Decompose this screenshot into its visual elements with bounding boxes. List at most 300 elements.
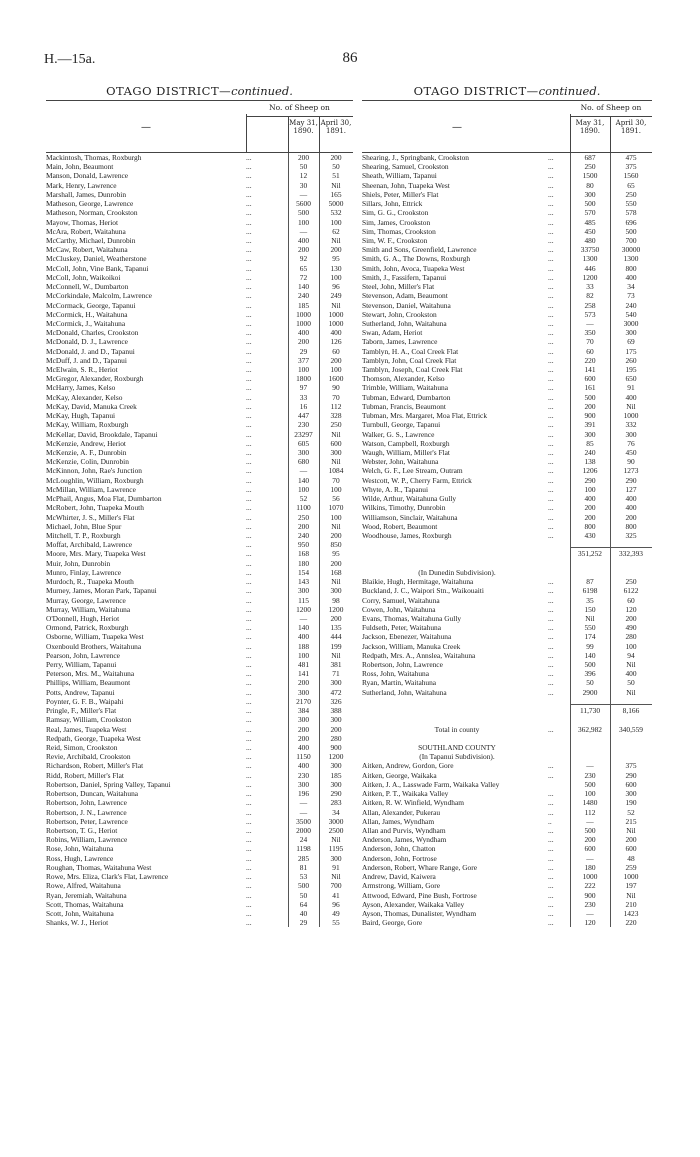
sheep-1890: 141 bbox=[297, 669, 310, 679]
table-row bbox=[362, 282, 652, 291]
sheep-1890: 138 bbox=[584, 457, 596, 467]
leader-dots: ... bbox=[548, 577, 554, 587]
leader-dots: ... bbox=[548, 918, 554, 928]
table-row bbox=[362, 688, 652, 697]
sheep-1890: 140 bbox=[297, 475, 310, 485]
table-row bbox=[362, 632, 652, 641]
sheep-1891: 900 bbox=[330, 743, 342, 752]
table-row bbox=[46, 725, 353, 734]
entry-name: McKay, William, Roxburgh bbox=[46, 420, 129, 430]
sheep-1890: — bbox=[299, 798, 308, 808]
sheep-1891: 700 bbox=[330, 881, 342, 891]
leader-dots: ... bbox=[548, 660, 554, 670]
sheep-1890: 1500 bbox=[582, 171, 598, 181]
table-row bbox=[46, 715, 353, 724]
entry-name: Shiels, Peter, Miller's Flat bbox=[362, 189, 439, 199]
sheep-1890: 600 bbox=[584, 374, 596, 384]
leader-dots: ... bbox=[548, 475, 554, 485]
sheep-1890: 500 bbox=[297, 881, 310, 891]
sheep-1890: 222 bbox=[584, 881, 596, 891]
leader-dots: ... bbox=[246, 420, 252, 430]
sheep-1891: 100 bbox=[330, 484, 342, 494]
entry-name: Swan, Adam, Heriot bbox=[362, 328, 423, 338]
left-column-title: OTAGO DISTRICT—continued. bbox=[106, 84, 293, 98]
sheep-1890: 100 bbox=[584, 789, 596, 799]
table-row bbox=[46, 642, 353, 651]
sheep-1891: 200 bbox=[625, 613, 637, 623]
sheep-1891: 94 bbox=[627, 650, 635, 660]
leader-dots: ... bbox=[246, 189, 252, 199]
table-row bbox=[362, 273, 652, 282]
table-row bbox=[46, 328, 353, 337]
sheep-1890: 30 bbox=[299, 180, 308, 190]
right-column bbox=[362, 84, 652, 927]
sheep-1890: 1150 bbox=[296, 752, 311, 762]
sheep-1890: 300 bbox=[297, 715, 310, 725]
sheep-1890: 485 bbox=[584, 217, 596, 227]
sheep-1891: 1200 bbox=[328, 604, 344, 614]
sheep-1890: 450 bbox=[584, 226, 596, 236]
sheep-1890: 950 bbox=[297, 540, 310, 550]
sheep-1890: 377 bbox=[297, 355, 310, 365]
sheep-1890: 161 bbox=[584, 383, 596, 393]
sheep-1891: 250 bbox=[625, 577, 637, 587]
sheep-1891: 1200 bbox=[328, 752, 344, 762]
sheep-1891: 52 bbox=[627, 807, 635, 817]
entry-name: Potts, Andrew, Tapanui bbox=[46, 687, 115, 697]
sheep-1890: 100 bbox=[297, 484, 310, 494]
leader-dots: ... bbox=[246, 401, 252, 411]
entry-name: Rose, John, Waitahuna bbox=[46, 844, 114, 854]
sheep-1890: 1000 bbox=[296, 309, 311, 319]
entry-name: Taborn, James, Lawrence bbox=[362, 337, 438, 347]
table-row bbox=[362, 199, 652, 208]
leader-dots: ... bbox=[548, 346, 554, 356]
table-row bbox=[362, 734, 652, 743]
sheep-1890: 300 bbox=[584, 429, 596, 439]
sheep-1891: Nil bbox=[626, 890, 636, 900]
sheep-1891: 91 bbox=[332, 862, 340, 872]
entry-name: Trimble, William, Waitahuna bbox=[362, 383, 449, 393]
sheep-1890: 100 bbox=[297, 365, 310, 375]
entry-name: Stevenson, Daniel, Waitahuna bbox=[362, 300, 451, 310]
leader-dots: ... bbox=[548, 365, 554, 375]
sheep-1890: 900 bbox=[584, 890, 596, 900]
table-row bbox=[46, 227, 353, 236]
sheep-1890: 800 bbox=[584, 521, 596, 531]
sheep-1891: 800 bbox=[625, 521, 637, 531]
leader-dots: ... bbox=[246, 816, 252, 826]
entry-name: Ross, John, Waitahuna bbox=[362, 669, 430, 679]
sheep-1891: 472 bbox=[330, 687, 342, 697]
entry-name: Aitken, J. A., Lasswade Farm, Waikaka Valley bbox=[362, 779, 500, 789]
entry-name: McCormick, H., Waitahuna bbox=[46, 309, 128, 319]
entry-name: Scott, John, Waitahuna bbox=[46, 908, 114, 918]
sheep-1891: 200 bbox=[625, 835, 637, 845]
table-row bbox=[46, 780, 353, 789]
entry-name: Moore, Mrs. Mary, Tuapeka West bbox=[46, 549, 146, 559]
sheep-1891: 300 bbox=[330, 586, 342, 596]
table-row bbox=[362, 605, 652, 614]
entry-name: Sim, W. F., Crookston bbox=[362, 235, 428, 245]
sheep-1891: Nil bbox=[331, 577, 341, 587]
leader-dots: ... bbox=[246, 918, 252, 928]
leader-dots: ... bbox=[246, 328, 252, 338]
leader-dots: ... bbox=[246, 521, 252, 531]
sheep-1891: 56 bbox=[332, 494, 340, 504]
leader-dots: ... bbox=[548, 355, 554, 365]
sheep-1891: 400 bbox=[625, 494, 637, 504]
sheep-1891: 130 bbox=[330, 263, 342, 273]
leader-dots: ... bbox=[548, 650, 554, 660]
entry-name: Ayson, Thomas, Dunalister, Wyndham bbox=[362, 908, 477, 918]
table-row bbox=[46, 688, 353, 697]
leader-dots: ... bbox=[246, 807, 252, 817]
table-row bbox=[46, 623, 353, 632]
table-row bbox=[362, 365, 652, 374]
leader-dots: ... bbox=[246, 337, 252, 347]
sheep-1891: 2500 bbox=[328, 825, 344, 835]
entry-name: Turnbull, George, Tapanui bbox=[362, 420, 441, 430]
sheep-1891: 50 bbox=[627, 678, 635, 688]
entry-name: Rowe, Alfred, Waitahuna bbox=[46, 881, 121, 891]
entry-name: (In Dunedin Subdivision). bbox=[418, 567, 496, 577]
table-row bbox=[362, 614, 652, 623]
sheep-1890: 52 bbox=[299, 494, 308, 504]
leader-dots: ... bbox=[548, 328, 554, 338]
entry-name: Shearing, Samuel, Crookston bbox=[362, 162, 449, 172]
entry-name: McKenzie, A. F., Dunrobin bbox=[46, 448, 127, 457]
leader-dots: ... bbox=[246, 761, 252, 771]
leader-dots: ... bbox=[548, 881, 554, 891]
entry-name: McPhail, Angus, Moa Flat, Dumbarton bbox=[46, 494, 162, 504]
entry-name: Westcott, W. P., Cherry Farm, Ettrick bbox=[362, 475, 472, 485]
leader-dots: ... bbox=[548, 604, 554, 614]
sheep-1891: 200 bbox=[330, 724, 342, 734]
table-row bbox=[362, 596, 652, 605]
table-row bbox=[46, 466, 353, 475]
leader-dots: ... bbox=[246, 282, 252, 292]
table-row bbox=[362, 310, 652, 319]
table-row bbox=[46, 531, 353, 540]
sheep-1891: Nil bbox=[331, 457, 341, 467]
date-1890-heading: May 31, 1890. bbox=[575, 119, 605, 135]
sheep-1890: 240 bbox=[297, 530, 310, 540]
leader-dots: ... bbox=[246, 374, 252, 384]
table-row bbox=[46, 789, 353, 798]
sheep-1891: 850 bbox=[330, 540, 342, 550]
report-reference: H.—15a. bbox=[44, 52, 96, 67]
entry-name: Wood, Robert, Beaumont bbox=[362, 521, 438, 531]
sheep-1891: 73 bbox=[627, 291, 635, 301]
sheep-1890: 240 bbox=[584, 448, 596, 457]
leader-dots: ... bbox=[246, 641, 252, 651]
table-row bbox=[362, 715, 652, 724]
table-row bbox=[46, 208, 353, 217]
leader-dots: ... bbox=[548, 807, 554, 817]
leader-dots: ... bbox=[246, 448, 252, 457]
leader-dots: ... bbox=[548, 494, 554, 504]
table-row bbox=[46, 881, 353, 890]
date-1891-heading: April 30, 1891. bbox=[320, 119, 352, 135]
table-row bbox=[362, 531, 652, 540]
sheep-1890: 258 bbox=[584, 300, 596, 310]
entry-name: Sim, G. G., Crookston bbox=[362, 208, 429, 218]
sheep-1891: 175 bbox=[625, 346, 637, 356]
table-row bbox=[46, 596, 353, 605]
entry-name: Armstrong, William, Gore bbox=[362, 881, 440, 891]
leader-dots: ... bbox=[246, 392, 252, 402]
leader-dots: ... bbox=[246, 770, 252, 780]
table-row bbox=[362, 227, 652, 236]
sheep-1890: 87 bbox=[586, 577, 594, 587]
leader-dots: ... bbox=[246, 706, 252, 716]
leader-dots: ... bbox=[246, 908, 252, 918]
table-row bbox=[46, 808, 353, 817]
sheep-1891: 34 bbox=[627, 282, 635, 292]
leader-dots: ... bbox=[246, 660, 252, 670]
table-row bbox=[46, 393, 353, 402]
sheep-1891: 60 bbox=[332, 346, 340, 356]
leader-dots: ... bbox=[548, 899, 554, 909]
leader-dots: ... bbox=[246, 687, 252, 697]
table-row bbox=[46, 365, 353, 374]
leader-dots: ... bbox=[548, 530, 554, 540]
table-row bbox=[362, 881, 652, 890]
table-row bbox=[362, 798, 652, 807]
entry-name: McCarthy, Michael, Dunrobin bbox=[46, 235, 136, 245]
sheep-1890: 120 bbox=[584, 918, 596, 928]
leader-dots: ... bbox=[246, 272, 252, 282]
sheep-1891: 300 bbox=[330, 448, 342, 457]
sheep-1891: 70 bbox=[332, 392, 340, 402]
sheep-1891: 400 bbox=[625, 669, 637, 679]
sheep-1890: 3500 bbox=[296, 816, 311, 826]
leader-dots: ... bbox=[548, 595, 554, 605]
table-row bbox=[46, 651, 353, 660]
leader-dots: ... bbox=[246, 899, 252, 909]
table-row bbox=[362, 420, 652, 429]
table-row bbox=[46, 909, 353, 918]
entry-name: O'Donnell, Hugh, Heriot bbox=[46, 613, 120, 623]
entry-name: Sutherland, John, Waitahuna bbox=[362, 318, 447, 328]
sheep-1890: — bbox=[586, 816, 594, 826]
sheep-1891: 200 bbox=[330, 530, 342, 540]
sheep-1890: 480 bbox=[584, 235, 596, 245]
sheep-1891: 1000 bbox=[623, 872, 639, 882]
sheep-1890: 16 bbox=[299, 401, 308, 411]
leader-dots: ... bbox=[548, 217, 554, 227]
sheep-1890: 29 bbox=[299, 346, 308, 356]
sheep-1891: 600 bbox=[625, 779, 637, 789]
sheep-1891: 1600 bbox=[328, 374, 344, 384]
leader-dots: ... bbox=[246, 355, 252, 365]
leader-dots: ... bbox=[246, 577, 252, 587]
table-row bbox=[46, 476, 353, 485]
table-row bbox=[362, 761, 652, 770]
table-row bbox=[46, 549, 353, 558]
sheep-1891: 185 bbox=[330, 770, 342, 780]
sheep-1891: 249 bbox=[330, 291, 342, 301]
sheep-1890: — bbox=[299, 807, 308, 817]
entry-name: Aitken, Andrew, Gordon, Gore bbox=[362, 761, 454, 771]
entry-name: Williamson, Sinclair, Waitahuna bbox=[362, 512, 458, 522]
leader-dots: ... bbox=[548, 678, 554, 688]
table-row bbox=[362, 891, 652, 900]
leader-dots: ... bbox=[246, 890, 252, 900]
sheep-1890: 2900 bbox=[582, 687, 598, 697]
entry-name: McConnell, W., Dumbarton bbox=[46, 282, 129, 292]
leader-dots: ... bbox=[246, 696, 252, 706]
leader-dots: ... bbox=[246, 835, 252, 845]
leader-dots: ... bbox=[548, 420, 554, 430]
leader-dots: ... bbox=[246, 411, 252, 421]
table-row bbox=[362, 577, 652, 586]
table-row bbox=[46, 577, 353, 586]
sheep-1890: 35 bbox=[586, 595, 594, 605]
sheep-1890: 33750 bbox=[580, 245, 600, 255]
sheep-1890: 200 bbox=[297, 521, 310, 531]
leader-dots: ... bbox=[548, 383, 554, 393]
leader-dots: ... bbox=[246, 724, 252, 734]
sheep-1890: 185 bbox=[297, 300, 310, 310]
sheep-1890: — bbox=[299, 189, 308, 199]
sheep-1891: 300 bbox=[330, 715, 342, 725]
leader-dots: ... bbox=[246, 779, 252, 789]
sheep-1891: 190 bbox=[625, 798, 637, 808]
table-row bbox=[46, 273, 353, 282]
sheep-1891: 5000 bbox=[328, 199, 344, 209]
sheep-1890: 1000 bbox=[296, 318, 311, 328]
table-row bbox=[46, 430, 353, 439]
sheep-1890: 300 bbox=[297, 586, 310, 596]
leader-dots: ... bbox=[246, 199, 252, 209]
entry-name: Wilde, Arthur, Waitahuna Gully bbox=[362, 494, 457, 504]
entry-name: Anderson, John, Fortrose bbox=[362, 853, 437, 863]
sheep-1891: 444 bbox=[330, 632, 342, 642]
entry-name: McKellar, David, Brookdale, Tapanui bbox=[46, 429, 158, 439]
sheep-1890: 85 bbox=[586, 438, 594, 448]
table-row bbox=[46, 485, 353, 494]
table-row bbox=[362, 393, 652, 402]
table-row bbox=[362, 725, 652, 734]
sheep-1890: 92 bbox=[299, 254, 308, 264]
leader-dots: ... bbox=[548, 291, 554, 301]
entry-name: McColl, John, Waikoikoi bbox=[46, 272, 121, 282]
sheep-1891: 135 bbox=[330, 623, 342, 633]
entry-name: Robins, William, Lawrence bbox=[46, 835, 128, 845]
entry-name: Wilkins, Timothy, Dunrobin bbox=[362, 503, 446, 513]
entry-name: Sutherland, John, Waitahuna bbox=[362, 687, 447, 697]
page-number: 86 bbox=[342, 50, 358, 66]
leader-dots: ... bbox=[246, 530, 252, 540]
sheep-1891: 475 bbox=[625, 153, 637, 162]
sheep-1891: 195 bbox=[625, 365, 637, 375]
table-row bbox=[362, 909, 652, 918]
table-row bbox=[362, 181, 652, 190]
sheep-1890: 573 bbox=[584, 309, 596, 319]
leader-dots: ... bbox=[246, 162, 252, 172]
table-row bbox=[46, 218, 353, 227]
sheep-1891: 300 bbox=[330, 761, 342, 771]
right-table-body bbox=[362, 153, 652, 927]
sheep-1891: 540 bbox=[625, 309, 637, 319]
entry-name: Aitken, P. T., Waikaka Valley bbox=[362, 789, 449, 799]
table-row bbox=[362, 706, 652, 715]
table-row bbox=[362, 900, 652, 909]
leader-dots: ... bbox=[246, 825, 252, 835]
table-row bbox=[362, 245, 652, 254]
leader-dots: ... bbox=[246, 789, 252, 799]
table-row bbox=[46, 236, 353, 245]
sheep-1891: 280 bbox=[625, 632, 637, 642]
leader-dots: ... bbox=[246, 208, 252, 218]
leader-dots: ... bbox=[548, 337, 554, 347]
sheep-1890: 290 bbox=[584, 475, 596, 485]
entry-name: Robertson, John, Lawrence bbox=[46, 798, 127, 808]
table-row bbox=[46, 863, 353, 872]
sheep-1891: 1000 bbox=[623, 411, 639, 421]
table-row bbox=[46, 605, 353, 614]
leader-dots: ... bbox=[246, 494, 252, 504]
sheep-1891: 650 bbox=[625, 374, 637, 384]
sheep-1890: — bbox=[299, 613, 308, 623]
sheep-1890: 154 bbox=[297, 567, 310, 577]
sheep-1891: 50 bbox=[332, 162, 340, 172]
table-row bbox=[46, 817, 353, 826]
sheep-1890: 230 bbox=[297, 770, 310, 780]
sheep-1891: Nil bbox=[626, 660, 636, 670]
leader-dots: ... bbox=[548, 162, 554, 172]
table-row bbox=[46, 669, 353, 678]
sheep-1890: 141 bbox=[584, 365, 596, 375]
sheep-1891: Nil bbox=[626, 825, 636, 835]
sheep-1891: Nil bbox=[331, 235, 341, 245]
sheep-1891: 49 bbox=[332, 908, 340, 918]
table-row bbox=[46, 319, 353, 328]
sheep-1890: 180 bbox=[584, 862, 596, 872]
table-row bbox=[46, 734, 353, 743]
sheep-1890: 24 bbox=[299, 835, 308, 845]
sheep-1890: 400 bbox=[584, 494, 596, 504]
sheep-1890: 65 bbox=[299, 263, 308, 273]
table-row bbox=[46, 383, 353, 392]
table-row bbox=[362, 660, 652, 669]
entry-name: McRobert, John, Tuapeka Mouth bbox=[46, 503, 144, 513]
sheep-1890: 900 bbox=[584, 411, 596, 421]
leader-dots: ... bbox=[246, 881, 252, 891]
sheep-1890: 1200 bbox=[296, 604, 311, 614]
leader-dots: ... bbox=[548, 890, 554, 900]
sheep-1891: 165 bbox=[330, 189, 342, 199]
table-row bbox=[46, 614, 353, 623]
entry-name: Sim, Thomas, Crookston bbox=[362, 226, 436, 236]
table-row bbox=[362, 208, 652, 217]
entry-name: Ormond, Patrick, Roxburgh bbox=[46, 623, 129, 633]
sheep-1890: 230 bbox=[297, 420, 310, 430]
table-row bbox=[46, 540, 353, 549]
table-row bbox=[46, 918, 353, 927]
entry-name: McKinnon, John, Rae's Junction bbox=[46, 466, 142, 476]
sheep-1891: 1300 bbox=[623, 254, 639, 264]
sheep-1890: 196 bbox=[297, 789, 310, 799]
entry-name: McKay, David, Manuka Creek bbox=[46, 401, 137, 411]
sheep-1891: 215 bbox=[625, 816, 637, 826]
entry-name: Robertson, Daniel, Spring Valley, Tapanui bbox=[46, 779, 171, 789]
table-row bbox=[46, 411, 353, 420]
sheep-1891: 6122 bbox=[623, 586, 639, 596]
leader-dots: ... bbox=[246, 595, 252, 605]
